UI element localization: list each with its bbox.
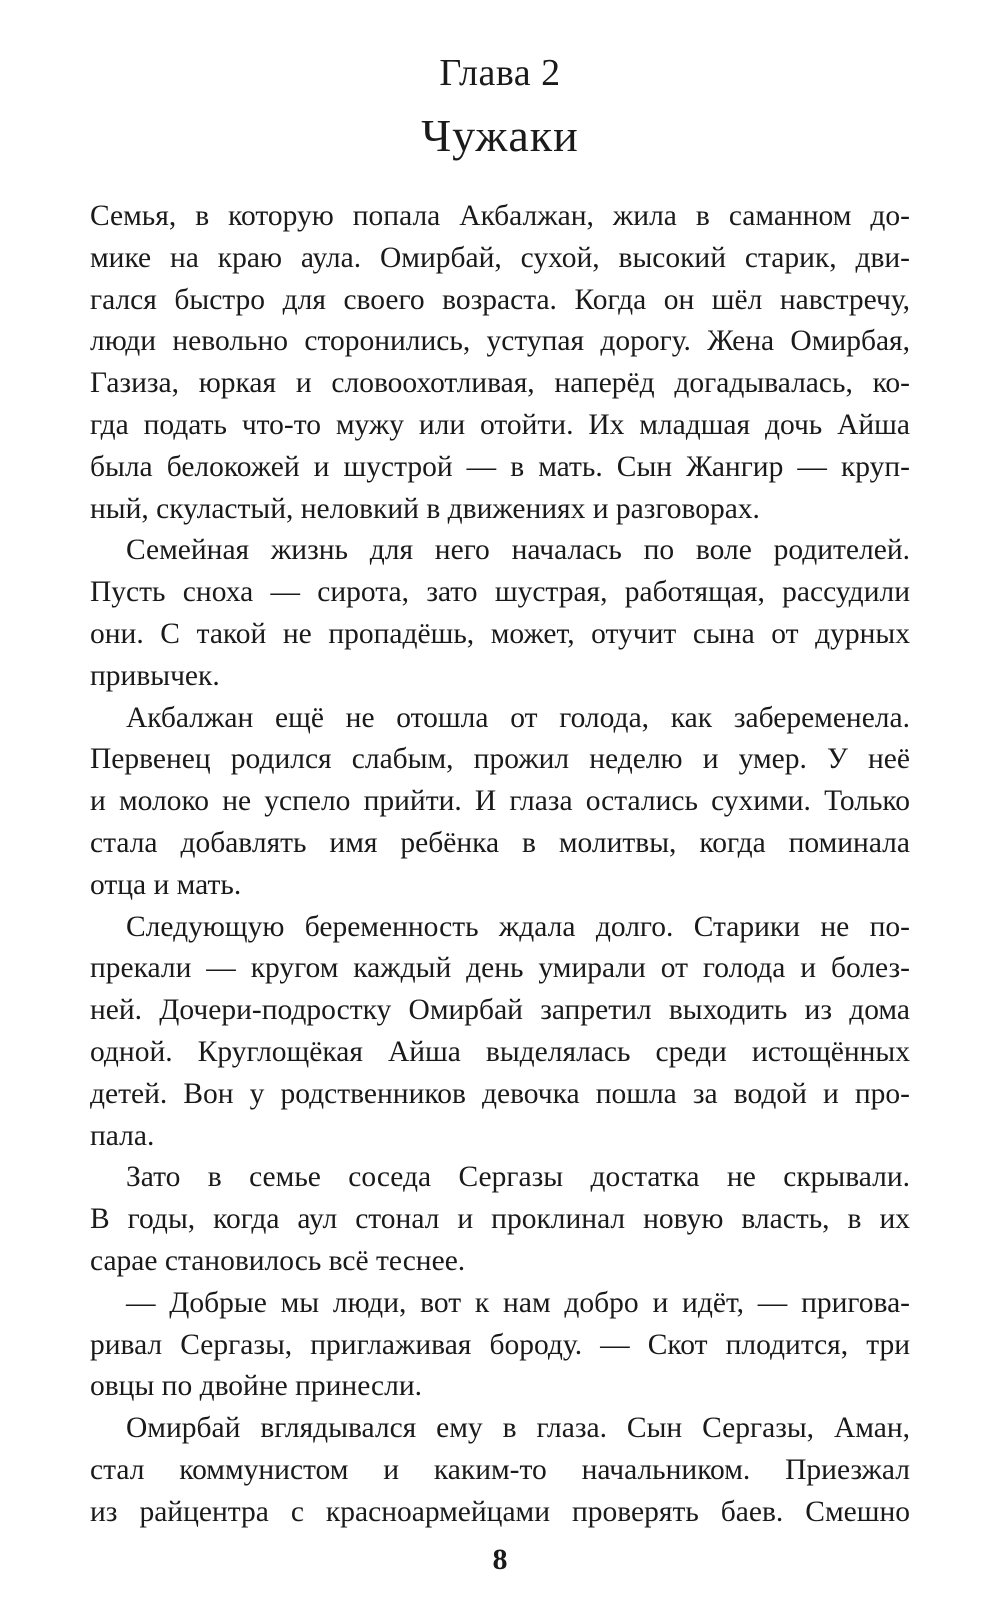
text-line: стал коммунистом и каким-то начальником. Приезжал — [90, 1453, 910, 1486]
text-line: мике на краю аула. Омирбай, сухой, высокий старик, дви- — [90, 241, 910, 274]
text-line: Газиза, юркая и словоохотливая, наперёд догадывалась, ко- — [90, 367, 910, 400]
text-line: одной. Круглощёкая Айша выделялась среди истощённых — [90, 1035, 910, 1068]
text-line: ривал Сергазы, приглаживая бороду. — Скот плодится, три — [90, 1328, 910, 1361]
text-line: прекали — кругом каждый день умирали от голода и болез- — [90, 952, 910, 985]
text-line: овцы по двойне принесли. — [90, 1370, 423, 1403]
text-line: Пусть сноха — сирота, зато шустрая, работящая, рассудили — [90, 576, 910, 609]
text-line: сарае становилось всё теснее. — [90, 1244, 466, 1277]
text-line: была белокожей и шустрой — в мать. Сын Жангир — круп- — [90, 450, 910, 483]
body-text — [90, 196, 910, 1534]
text-line: Первенец родился слабым, прожил неделю и умер. У неё — [90, 743, 910, 776]
text-line: В годы, когда аул стонал и проклинал новую власть, в их — [90, 1203, 910, 1236]
text-line: Омирбай вглядывался ему в глаза. Сын Сергазы, Аман, — [126, 1412, 910, 1445]
text-line: привычек. — [90, 659, 220, 692]
chapter-title: Чужаки — [421, 110, 579, 161]
text-line: гался быстро для своего возраста. Когда он шёл навстречу, — [90, 283, 910, 316]
text-line: и молоко не успело прийти. И глаза остались сухими. Только — [90, 785, 910, 818]
text-line: отца и мать. — [90, 868, 242, 901]
text-line: — Добрые мы люди, вот к нам добро и идёт, — пригова- — [126, 1286, 910, 1319]
text-line: гда подать что-то мужу или отойти. Их младшая дочь Айша — [90, 408, 910, 441]
page-number: 8 — [492, 1543, 508, 1576]
text-line: ней. Дочери-подростку Омирбай запретил выходить из дома — [90, 994, 910, 1027]
text-line: Зато в семье соседа Сергазы достатка не скрывали. — [126, 1161, 910, 1194]
text-line: Семейная жизнь для него началась по воле родителей. — [126, 534, 910, 567]
text-line: стала добавлять имя ребёнка в молитвы, когда поминала — [90, 826, 910, 859]
chapter-number: Глава 2 — [439, 52, 561, 94]
text-line: из райцентра с красноармейцами проверять баев. Смешно — [90, 1495, 910, 1528]
text-line: Следующую беременность ждала долго. Старики не по- — [126, 910, 910, 943]
text-line: детей. Вон у родственников девочка пошла за водой и про- — [90, 1077, 910, 1110]
text-line: ный, скуластый, неловкий в движениях и разговорах. — [90, 492, 760, 525]
text-line: люди невольно сторонились, уступая дорогу. Жена Омирбая, — [90, 325, 910, 358]
text-line: Семья, в которую попала Акбалжан, жила в саманном до- — [90, 200, 910, 232]
text-line: они. С такой не пропадёшь, может, отучит сына от дурных — [90, 617, 910, 650]
text-line: пала. — [90, 1119, 155, 1152]
text-line: Акбалжан ещё не отошла от голода, как забеременела. — [126, 701, 910, 734]
